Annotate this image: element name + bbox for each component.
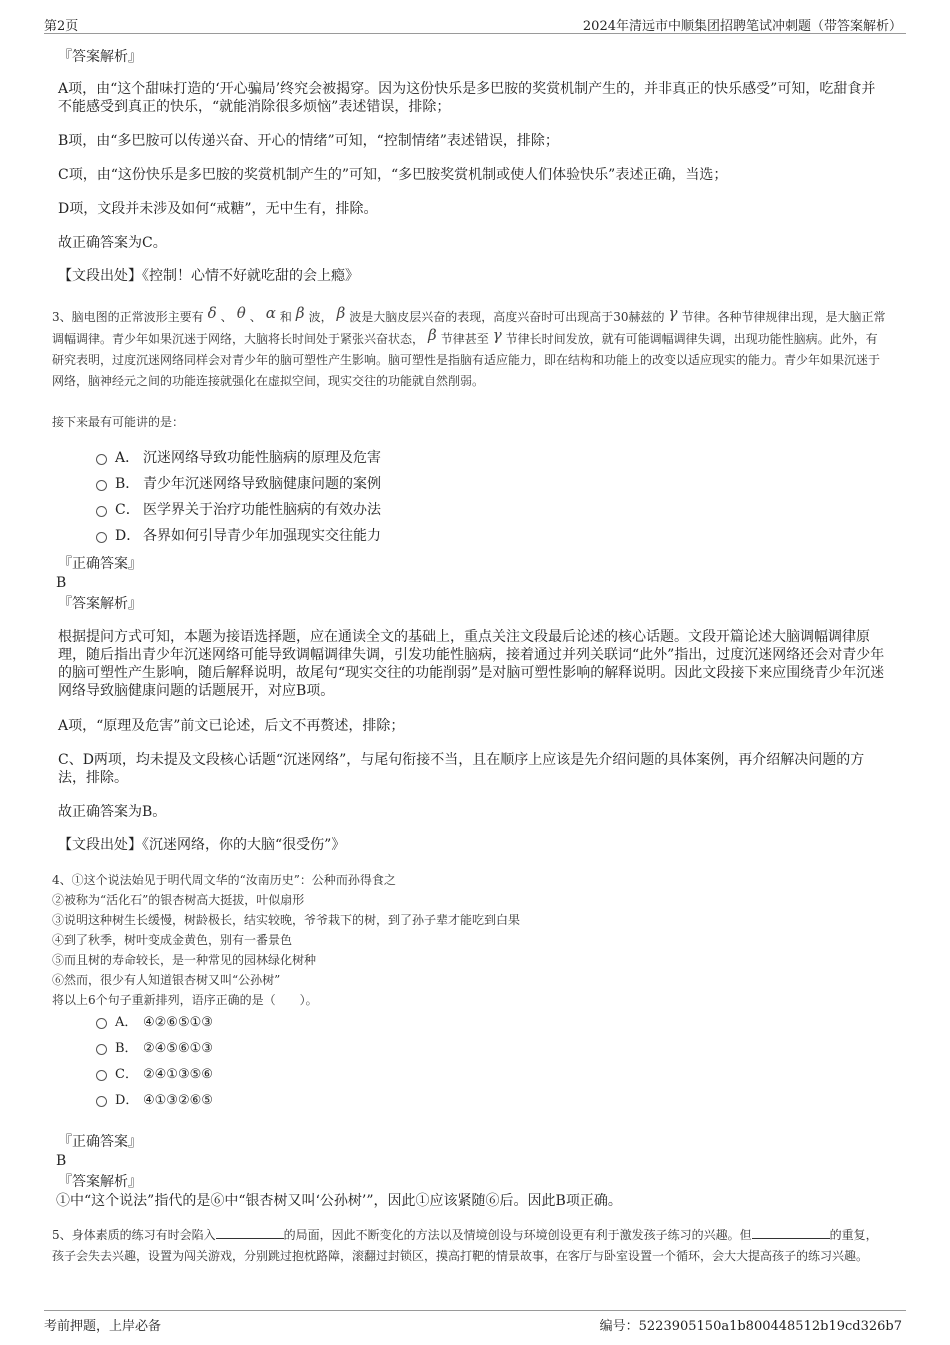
q4-analysis-label: 『答案解析』 (58, 1174, 142, 1190)
radio-icon[interactable] (96, 454, 107, 465)
document-code: 编号：5223905150a1b800448512b19cd326b7 (599, 1319, 902, 1334)
q4-line: 4、①这个说法始见于明代周文华的“汝南历史”：公种而孙得食之 (52, 873, 396, 887)
alpha-symbol: α (265, 304, 276, 322)
q2-analysis-a: A项，由“这个甜味打造的‘开心骗局’终究会被揭穿。因为这份快乐是多巴胺的奖赏机制产生的，并非真正的快乐感受”可知，吃甜食并不能感受到真正的快乐，“就能消除很多烦恼”表述错误，排除； (58, 81, 876, 115)
q3-analysis-a: A项，“原理及危害”前文已论述，后文不再赘述，排除； (58, 718, 405, 734)
q4-option-a[interactable]: A． ④②⑥⑤①③ (96, 1013, 213, 1033)
header-rule (44, 33, 906, 34)
radio-icon[interactable] (96, 1096, 107, 1107)
q4-line: ④到了秋季，树叶变成金黄色，别有一番景色 (52, 933, 293, 947)
q3-option-c[interactable]: C． 医学界关于治疗功能性脑病的有效办法 (96, 500, 381, 520)
q4-stem (52, 870, 882, 1010)
document-title: 2024年清远市中顺集团招聘笔试冲刺题（带答案解析） (582, 19, 902, 34)
radio-icon[interactable] (96, 480, 107, 491)
delta-symbol: δ (207, 304, 217, 322)
q4-option-d[interactable]: D． ④①③②⑥⑤ (96, 1091, 213, 1111)
q3-analysis-cd: C、D两项，均未提及文段核心话题“沉迷网络”，与尾句衔接不当，且在顺序上应该是先介绍问题的具体案例，再介绍解决问题的方法，排除。 (58, 752, 865, 786)
q2-analysis-c: C项，由“这份快乐是多巴胺的奖赏机制产生的”可知，“多巴胺奖赏机制或使人们体验快乐”表述正确，当选； (58, 167, 728, 183)
fill-blank-2[interactable] (752, 1226, 830, 1239)
q4-analysis: ①中“这个说法”指代的是⑥中“银杏树又叫‘公孙树’”，因此①应该紧随⑥后。因此B项正确。 (56, 1193, 622, 1209)
q2-analysis-label: 『答案解析』 (58, 49, 142, 65)
q2-analysis-b: B项，由“多巴胺可以传递兴奋、开心的情绪”可知，“控制情绪”表述错误，排除； (58, 133, 559, 149)
q2-source: 【文段出处】《控制！心情不好就吃甜的会上瘾》 (58, 268, 359, 284)
radio-icon[interactable] (96, 1018, 107, 1029)
q2-conclusion: 故正确答案为C。 (58, 235, 167, 251)
q4-option-c[interactable]: C． ②④①③⑤⑥ (96, 1065, 213, 1085)
q5-stem: 5、身体素质的练习有时会陷入 的局面，因此不断变化的方法以及情境创设与环境创设更有利于激发孩子练习的兴趣。但 的重复，孩子会失去兴趣，设置为闯关游戏，分别跳过抱枕路障，滚翻过封锁区，摸高打靶的情景故事，在客厅与卧室设置一个循环，会大大提高孩子的练习兴趣。 (52, 1228, 878, 1263)
q3-source: 【文段出处】《沉迷网络，你的大脑“很受伤”》 (58, 837, 346, 853)
theta-symbol: θ (236, 304, 246, 322)
q4-answer-label: 『正确答案』 (58, 1134, 142, 1150)
q3-option-b[interactable]: B． 青少年沉迷网络导致脑健康问题的案例 (96, 474, 381, 494)
fill-blank-1[interactable] (216, 1226, 284, 1239)
gamma-symbol: γ (668, 304, 678, 322)
page-header (0, 0, 950, 34)
q3-analysis: 根据提问方式可知，本题为接语选择题，应在通读全文的基础上，重点关注文段最后论述的核心话题。文段开篇论述大脑调幅调律原理，随后指出青少年沉迷网络可能导致调幅调律失调，引发功能性脑病，接着通过并列关联词“此外”指出，过度沉迷网络还会对青少年的脑可塑性产生影响，随后解释说明，故尾句“现实交往的功能削弱”是对脑可塑性影响的解释说明。因此文段接下来应围绕青少年沉迷网络导致脑健康问题的话题展开，对应B项。 (58, 629, 885, 699)
q4-line: ②被称为“活化石”的银杏树高大挺拔，叶似扇形 (52, 893, 305, 907)
q4-line: ⑥然而，很少有人知道银杏树又叫“公孙树” (52, 973, 281, 987)
beta-symbol: β (336, 304, 346, 322)
q4-answer: B (56, 1153, 67, 1169)
beta-symbol: β (428, 326, 437, 344)
radio-icon[interactable] (96, 1044, 107, 1055)
q3-analysis-label: 『答案解析』 (58, 596, 142, 612)
footer-rule (44, 1310, 906, 1311)
q3-question: 接下来最有可能讲的是： (52, 415, 185, 429)
q3-option-a[interactable]: A． 沉迷网络导致功能性脑病的原理及危害 (96, 448, 381, 468)
page-number: 第2页 (44, 19, 79, 34)
gamma-symbol: γ (492, 326, 502, 344)
footer-slogan: 考前押题，上岸必备 (44, 1319, 162, 1334)
q4-line: ⑤而且树的寿命较长，是一种常见的园林绿化树种 (52, 953, 317, 967)
q3-option-d[interactable]: D． 各界如何引导青少年加强现实交往能力 (96, 526, 381, 546)
beta-symbol: β (295, 304, 305, 322)
q2-analysis-d: D项，文段并未涉及如何“戒糖”，无中生有，排除。 (58, 201, 378, 217)
q4-option-b[interactable]: B． ②④⑤⑥①③ (96, 1039, 213, 1059)
q4-line: ③说明这种树生长缓慢，树龄极长，结实较晚，爷爷栽下的树，到了孙子辈才能吃到白果 (52, 913, 521, 927)
radio-icon[interactable] (96, 532, 107, 543)
q3-stem: 3、脑电图的正常波形主要有 δ 、 θ 、 α 和 β 波， β 波是大脑皮层兴奋的表现，高度兴奋时可出现高于30赫兹的 γ 节律。各种节律规律出现，是大脑正常调幅调律。青少年如果沉迷于网络，大脑将长时间处于紧张兴奋状态， β 节律甚至 γ 节律长时间发放，就有可能调幅调律失调，出现功能性脑病。此外，有研究表明，过度沉迷网络同样会对青少年的脑可塑性产生影响。脑可塑性是指脑有适应能力，即在结构和功能上的改变以适应现实的能力。青少年如果沉迷于网络，脑神经元之间的功能连接就强化在虚拟空间，现实交往的功能就自然削弱。 (52, 304, 886, 388)
q3-conclusion: 故正确答案为B。 (58, 804, 167, 820)
radio-icon[interactable] (96, 1070, 107, 1081)
page-footer (0, 1310, 950, 1340)
q3-answer-label: 『正确答案』 (58, 556, 142, 572)
q4-question: 将以上6个句子重新排列，语序正确的是（ ）。 (52, 993, 318, 1007)
q3-answer: B (56, 575, 67, 591)
radio-icon[interactable] (96, 506, 107, 517)
